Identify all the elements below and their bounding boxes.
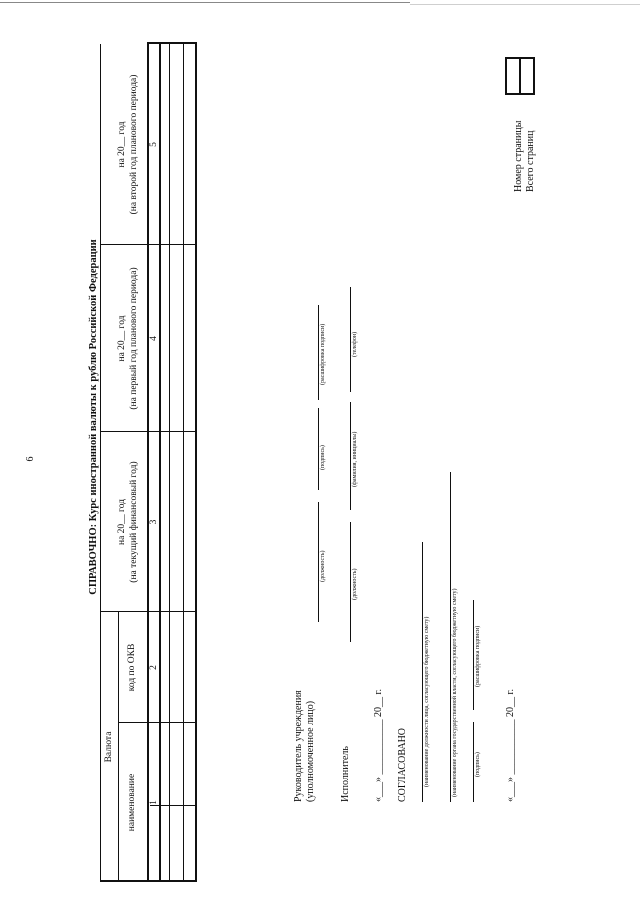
agreed-position-caption: (наименование должности лица, согласующего бюджетную смету) [424,616,430,787]
table-top-rule [100,44,101,882]
executor-name-caption: (фамилия, инициалы) [352,431,358,487]
agreed-heading: СОГЛАСОВАНО [397,727,408,802]
page-count-box-divider [519,59,521,93]
head-position-caption: (должность) [320,550,326,582]
total-pages-label: Всего страниц [525,130,536,192]
header-year-current: на 20__ год [117,498,127,546]
header-year-second-sub: (на второй год планового периода) [129,74,139,215]
row-rule-2 [183,44,184,882]
header-year-second: на 20__ год [117,121,127,168]
executor-name-line [350,402,351,510]
date-line: «___» ___________ 20__ г. [373,689,384,802]
head-signature-line [318,408,319,490]
agreed-position-line [422,542,423,802]
head-position-line [318,502,319,622]
table-bottom-rule [195,44,197,882]
head-label: Руководитель учреждения [293,690,304,802]
page-number-label: Номер страницы [513,120,524,192]
currency-subheader-rule [118,612,119,882]
column-number-3: 3 [149,519,159,525]
top-border-line-faint [410,4,640,5]
executor-phone-caption: (телефон) [352,331,358,357]
agreed-signature-caption: (подпись) [475,752,481,777]
agreed-date-line: «___» ___________ 20__ г. [505,689,516,802]
header-year-first-sub: (на первый год планового периода) [129,267,139,410]
executor-position-caption: (должность) [352,568,358,600]
executor-phone-line [350,287,351,392]
head-decoding-caption: (расшифровка подписи) [320,323,326,385]
row-rule-1 [169,44,170,882]
agreed-decoding-line [473,600,474,710]
column-number-4: 4 [149,336,159,341]
top-border-line [0,2,410,3]
header-year-first: на 20__ год [117,315,127,362]
head-decoding-line [318,305,319,400]
header-name: наименование [127,773,137,832]
rotated-form-sheet [5,32,610,882]
column-number-5: 5 [149,142,159,147]
executor-position-line [350,522,351,642]
agreed-authority-caption: (наименование органа государственной власти, согласующего бюджетную смету) [452,588,458,797]
executor-label: Исполнитель [340,746,351,802]
head-signature-caption: (подпись) [320,445,326,470]
header-currency: Валюта [104,731,114,763]
form-title: СПРАВОЧНО: Курс иностранной валюты к рублю Российской Федерации [88,239,99,595]
page-number: 6 [25,456,36,462]
agreed-signature-line [473,722,474,802]
column-number-1: 1 [149,800,159,805]
page-count-box [505,57,535,95]
head-label-2: (уполномоченное лицо) [305,700,316,802]
agreed-decoding-caption: (расшифровка подписи) [475,625,481,687]
agreed-authority-line [450,472,451,802]
header-year-current-sub: (на текущий финансовый год) [129,461,139,583]
header-okv-code: код по ОКВ [127,643,137,692]
column-number-2: 2 [149,665,159,670]
currency-rate-table [100,44,197,882]
